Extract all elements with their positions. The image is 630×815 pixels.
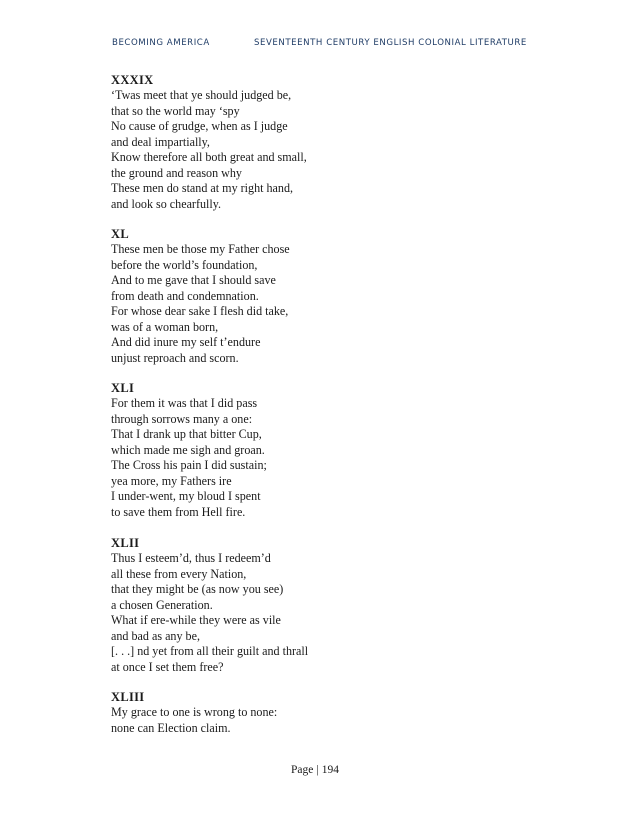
section-title: SEVENTEENTH CENTURY ENGLISH COLONIAL LITERATURE <box>254 38 527 48</box>
page-label: Page <box>291 764 314 776</box>
verse-line: a chosen Generation. <box>111 597 213 612</box>
verse-line: that so the world may ‘spy <box>111 103 240 118</box>
verse-line: Thus I esteem’d, thus I redeem’d <box>111 551 271 565</box>
verse-line: For them it was that I did pass <box>111 396 258 410</box>
verse-line: which made me sigh and groan. <box>111 442 265 457</box>
verse-line: I under-went, my bloud I spent <box>111 489 261 503</box>
stanza-number: XXXIX <box>111 73 154 87</box>
verse-line: yea more, my Fathers ire <box>111 473 232 488</box>
verse-line: unjust reproach and scorn. <box>111 350 239 365</box>
verse-line: For whose dear sake I flesh did take, <box>111 304 289 318</box>
verse-line: What if ere-while they were as vile <box>111 613 281 627</box>
verse-line: That I drank up that bitter Cup, <box>111 427 262 441</box>
stanza-xxxix <box>111 72 411 212</box>
verse-line: to save them from Hell fire. <box>111 504 246 519</box>
stanza-number: XLI <box>111 381 135 395</box>
verse-line: Know therefore all both great and small, <box>111 150 307 164</box>
stanza-number: XL <box>111 227 129 241</box>
verse-line: ‘Twas meet that ye should judged be, <box>111 88 292 102</box>
verse-line: [. . .] nd yet from all their guilt and thrall <box>111 644 309 658</box>
verse-line: My grace to one is wrong to none: <box>111 705 278 719</box>
book-title: BECOMING AMERICA <box>112 38 210 48</box>
page-separator: | <box>316 764 319 776</box>
verse-line: and look so chearfully. <box>111 196 222 211</box>
verse-line: and bad as any be, <box>111 628 200 643</box>
verse-line: from death and condemnation. <box>111 288 259 303</box>
verse-line: at once I set them free? <box>111 659 224 674</box>
verse-line: The Cross his pain I did sustain; <box>111 458 267 472</box>
verse-line: And did inure my self t’endure <box>111 335 261 349</box>
verse-line: through sorrows many a one: <box>111 411 253 426</box>
verse-line: none can Election claim. <box>111 720 231 735</box>
verse-line: that they might be (as now you see) <box>111 582 284 596</box>
verse-line: These men do stand at my right hand, <box>111 181 294 195</box>
verse-line: was of a woman born, <box>111 319 219 334</box>
running-header <box>112 38 527 52</box>
verse-line: No cause of grudge, when as I judge <box>111 119 288 133</box>
stanza-xli <box>111 380 411 520</box>
page-number: 194 <box>321 764 339 776</box>
stanza-number: XLII <box>111 536 140 550</box>
verse-line: the ground and reason why <box>111 165 242 180</box>
verse-line: and deal impartially, <box>111 134 210 149</box>
stanza-xlii <box>111 535 411 675</box>
stanza-xliii <box>111 689 411 736</box>
verse-line: before the world’s foundation, <box>111 257 258 272</box>
stanza-number: XLIII <box>111 690 145 704</box>
verse-line: These men be those my Father chose <box>111 242 290 256</box>
verse-line: And to me gave that I should save <box>111 273 276 287</box>
verse-line: all these from every Nation, <box>111 566 247 581</box>
page-footer <box>0 763 630 777</box>
stanza-xl <box>111 226 411 366</box>
